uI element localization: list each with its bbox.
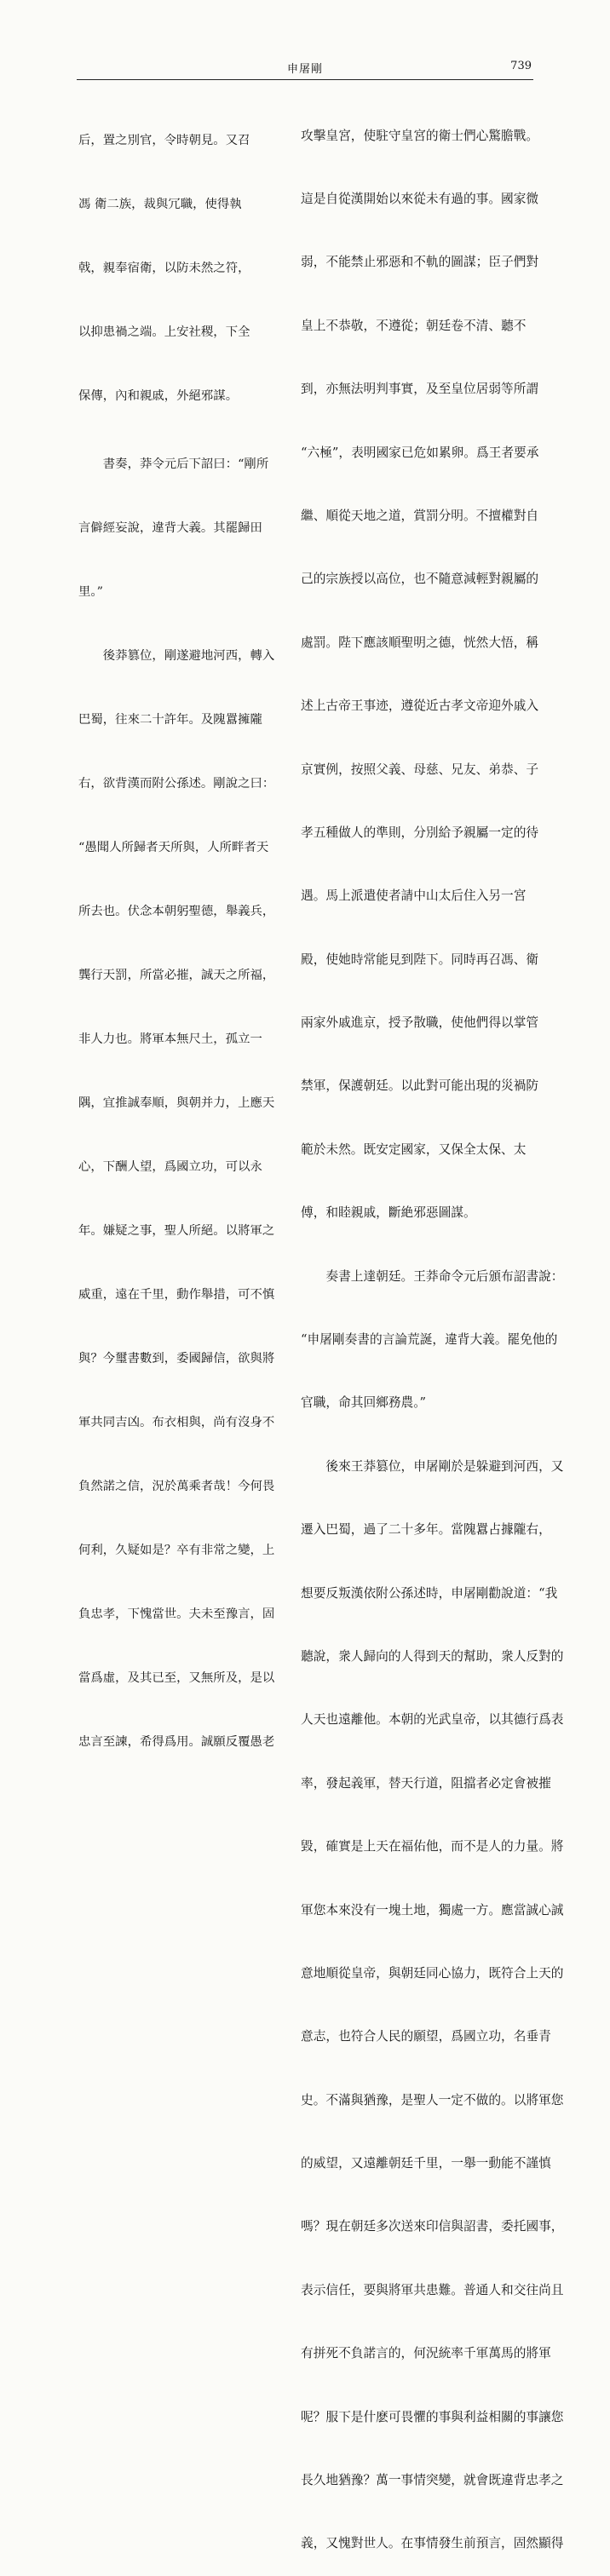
- text-line: 攻擊皇宮，使駐守皇宮的衛士們心驚膽戰。: [301, 128, 539, 143]
- text-line: 言僻經妄說，違背大義。其罷歸田: [78, 521, 262, 535]
- text-line: 馮 衛二族，裁與冗職，使得執: [78, 198, 242, 211]
- text-line: 官職，命其回鄉務農。”: [301, 1395, 427, 1411]
- text-line: 有拼死不負諾言的，何況統率千軍萬馬的將軍: [301, 2346, 551, 2361]
- text-line: 后，置之別官，令時朝見。又召: [78, 134, 250, 147]
- text-line: 殿，使她時常能見到陛下。同時再召馮、衛: [301, 952, 539, 967]
- text-line: 負然諾之信，況於萬乘者哉！今何畏: [78, 1480, 275, 1493]
- text-line: 己的宗族授以高位，也不隨意減輕對親屬的: [301, 572, 539, 587]
- running-title: 申屠剛: [286, 63, 323, 76]
- text-line: 想要反叛漢依附公孫述時，申屠剛勸說道：“我: [301, 1585, 558, 1601]
- text-line: 嗎？現在朝廷多次送來印信與詔書，委托國事，: [301, 2219, 564, 2234]
- text-line: 意志，也符合人民的願望，爲國立功，名垂青: [301, 2029, 551, 2044]
- page-header: [0, 60, 610, 77]
- text-line: 呢？服下是什麽可畏懼的事與利益相關的事讓您: [301, 2409, 564, 2424]
- text-line: 後來王莽篡位，申屠剛於是躲避到河西，又: [301, 1458, 564, 1474]
- text-line: 後莽篡位，剛遂避地河西，轉入: [78, 649, 275, 663]
- text-line: 巴蜀，往來二十許年。及隗囂擁隴: [78, 713, 262, 727]
- text-line: 戟，親奉宿衛，以防未然之符，: [78, 262, 250, 275]
- text-line: “愚聞人所歸者天所與，人所畔者天: [78, 841, 269, 854]
- text-line: 軍共同吉凶。布衣相與，尚有沒身不: [78, 1416, 275, 1429]
- text-line: “申屠剛奏書的言論荒誕，違背大義。罷免他的: [301, 1332, 558, 1348]
- text-line: 與？今璽書數到，委國歸信，欲與將: [78, 1352, 275, 1366]
- text-line: 弱，不能禁止邪惡和不軌的圖謀；臣子們對: [301, 255, 539, 270]
- text-line: 年。嫌疑之事，聖人所絕。以將軍之: [78, 1224, 275, 1238]
- text-line: 毀，確實是上天在福佑他，而不是人的力量。將: [301, 1839, 564, 1854]
- text-line: 人天也遠離他。本朝的光武皇帝，以其德行爲表: [301, 1712, 564, 1728]
- text-line: 史。不滿與猶豫，是聖人一定不做的。以將軍您: [301, 2092, 564, 2107]
- text-line: 遷入巴蜀，過了二十多年。當隗囂占據隴右，: [301, 1522, 551, 1538]
- text-line: 保傳，內和親戚，外絕邪謀。: [78, 389, 239, 403]
- text-line: 奏書上達朝廷。王莽命令元后頒布詔書說：: [301, 1268, 564, 1284]
- text-line: 意地順從皇帝，與朝廷同心協力，既符合上天的: [301, 1965, 564, 1981]
- text-line: 皇上不恭敬，不遵從；朝廷卷不清、聽不: [301, 318, 527, 333]
- text-line: 書奏，莽令元后下詔曰：“剛所: [78, 457, 269, 471]
- left-column-commentary: [78, 88, 295, 428]
- text-line: 心，下酬人望，爲國立功，可以永: [78, 1160, 262, 1174]
- text-line: 隅，宜推誠奉順，與朝并力，上應天: [78, 1096, 275, 1110]
- header-rule: [77, 79, 533, 80]
- text-line: 這是自從漢開始以來從未有過的事。國家微: [301, 191, 539, 206]
- left-column-original-text: [78, 411, 295, 1774]
- text-line: 右，欲背漢而附公孫述。剛說之曰：: [78, 777, 275, 791]
- text-line: 長久地猶豫？萬一事情突變，就會既違背忠孝之: [301, 2473, 564, 2488]
- text-line: 表示信任，要與將軍共患難。普通人和交往尚且: [301, 2282, 564, 2297]
- text-line: 孝五種做人的準則，分別給予親屬一定的待: [301, 825, 539, 840]
- text-line: 非人力也。將軍本無尺土，孤立一: [78, 1032, 262, 1046]
- text-line: 兩家外戚進京，授予散職，使他們得以掌管: [301, 1015, 539, 1031]
- text-line: 威重，遠在千里，動作舉措，可不慎: [78, 1288, 275, 1302]
- text-line: 軍您本來没有一塊土地，獨處一方。應當誠心誠: [301, 1902, 564, 1918]
- text-line: “六極”，表明國家已危如累卵。爲王者要承: [301, 445, 539, 460]
- text-line: 何利，久疑如是？卒有非常之變，上: [78, 1544, 275, 1557]
- text-line: 傅，和睦親戚，斷絶邪惡圖謀。: [301, 1205, 476, 1221]
- text-line: 處罰。陛下應該順聖明之德，恍然大悟，稱: [301, 635, 539, 650]
- text-line: 所去也。伏念本朝躬聖德，舉義兵，: [78, 905, 275, 918]
- text-line: 以抑患禍之端。上安社稷，下全: [78, 325, 250, 339]
- text-line: 負忠孝，下愧當世。夫未至豫言，固: [78, 1607, 275, 1621]
- right-column-translation: [301, 83, 564, 2576]
- text-line: 到，亦無法明判事實，及至皇位居弱等所謂: [301, 382, 539, 397]
- text-line: 里。”: [78, 585, 103, 599]
- text-line: 聽說，衆人歸向的人得到天的幫助，衆人反對的: [301, 1648, 564, 1664]
- text-line: 述上古帝王事迹，遵從近古孝文帝迎外戚入: [301, 699, 539, 714]
- text-line: 京實例，按照父義、母慈、兄友、弟恭、子: [301, 762, 539, 777]
- text-line: 遇。馬上派遣使者請中山太后住入另一宮: [301, 888, 527, 904]
- text-line: 率，發起義軍，替天行道，阻擋者必定會被摧: [301, 1775, 551, 1791]
- text-line: 禁軍，保護朝廷。以此對可能出現的災禍防: [301, 1078, 539, 1094]
- text-line: 範於未然。既安定國家，又保全太保、太: [301, 1141, 527, 1157]
- text-line: 當爲虛，及其已至，又無所及，是以: [78, 1671, 275, 1685]
- page-number: 739: [510, 60, 532, 72]
- text-line: 的威望，又遠離朝廷千里，一舉一動能不謹慎: [301, 2156, 551, 2171]
- text-line: 義，又愧對世人。在事情發生前預言，固然顯得: [301, 2536, 564, 2551]
- text-line: 繼、順從天地之道，賞罰分明。不擅權對自: [301, 508, 539, 523]
- text-line: 龔行天罰，所當必摧，誠天之所福，: [78, 969, 275, 982]
- text-line: 忠言至諫，希得爲用。誠願反覆愚老: [78, 1735, 275, 1749]
